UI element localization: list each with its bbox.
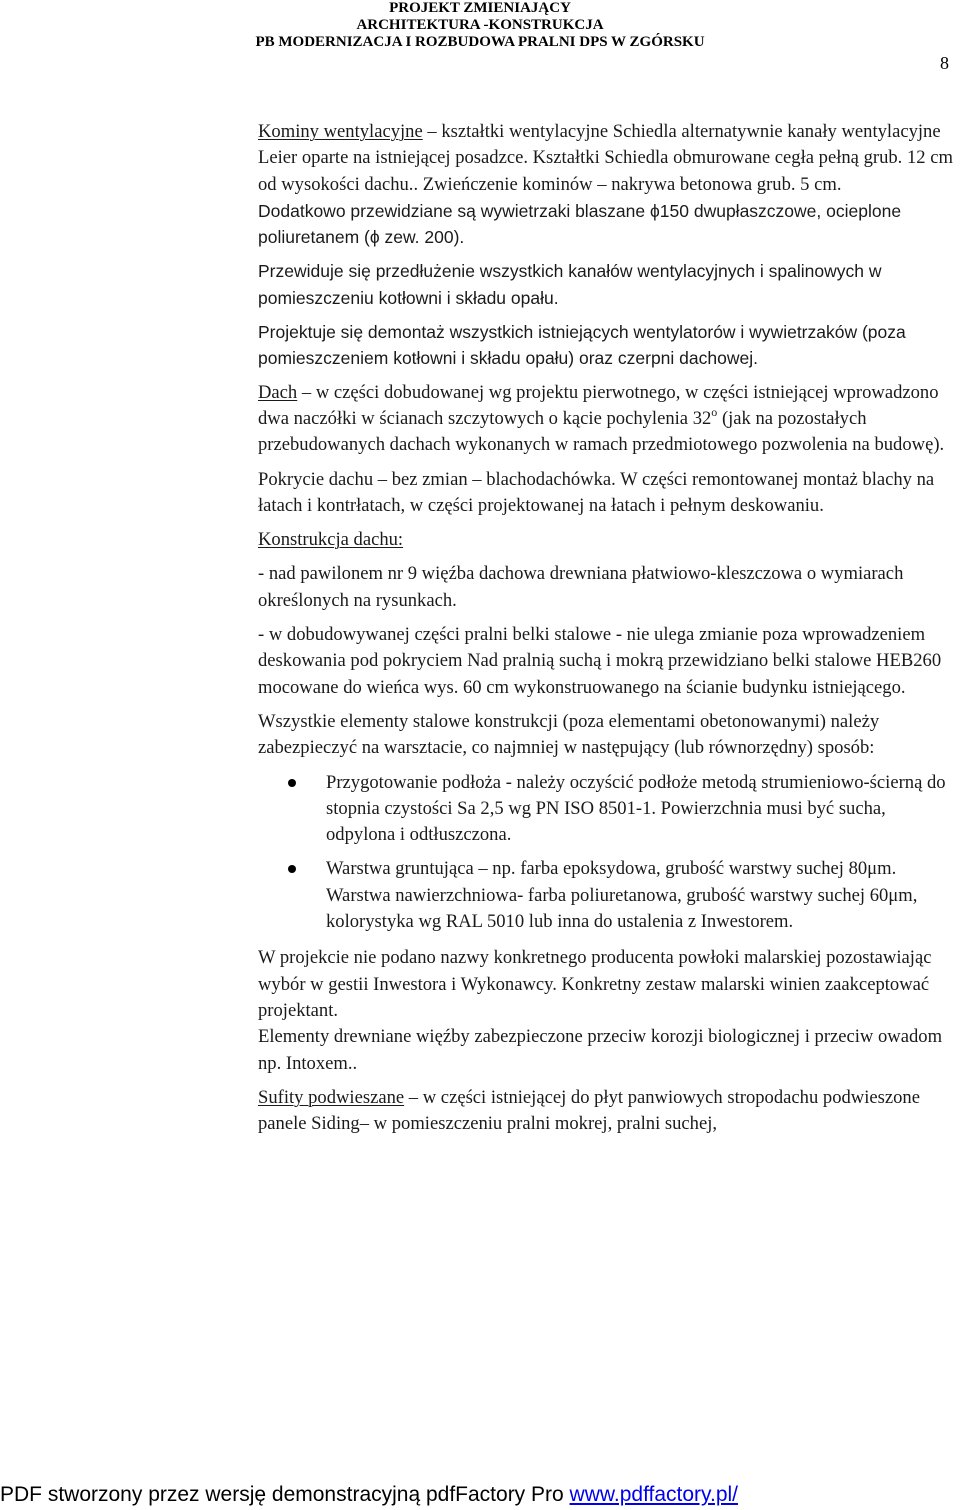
sufity-text: – w części istniejącej do płyt panwiowych stropodachu podwieszone panele Siding– w pomieszczeniu pralni mokrej, pralni suchej, — [258, 1086, 920, 1135]
paragraph-dodatkowo: Dodatkowo przewidziane są wywietrzaki blaszane ϕ150 dwupłaszczowe, ocieplone poliuretanem (ϕ zew. 200). — [258, 200, 902, 248]
paragraph-dach — [258, 380, 958, 459]
protection-list — [258, 770, 958, 936]
term-kominy: Kominy wentylacyjne — [258, 121, 423, 142]
paragraph-dobudowywanej: - w dobudowywanej części pralni belki stalowe - nie ulega zmianie poza wprowadzeniem deskowania pod pokryciem Nad pralnią suchą i mokrą przewidziano belki stalowe HEB260 mocowane do wieńca wys. 60 cm wykonstruowanego na ścianie budynku istniejącego. — [258, 624, 942, 698]
kominy-text: – kształtki wentylacyjne Schiedla alternatywnie kanały wentylacyjne Leier oparte na istniejącej posadzce. Kształtki Schiedla obmurowane cegła pełną grub. 12 cm od wysokości dachu.. Zwieńczenie kominów – nakrywa betonowa grub. 5 cm. — [258, 121, 953, 195]
degree-superscript: o — [711, 404, 718, 419]
page-number: 8 — [940, 53, 949, 73]
paragraph-wszystkie: Wszystkie elementy stalowe konstrukcji (poza elementami obetonowanymi) należy zabezpieczyć na warsztacie, co najmniej w następujący (lub równorzędny) sposób: — [258, 710, 880, 759]
pdffactory-link[interactable]: www.pdffactory.pl/ — [569, 1483, 739, 1506]
dach-text-2: (jak na pozostałych przebudowanych dachach wykonanych w ramach przedmiotowego pozwolenia na budowę). — [258, 407, 945, 456]
list-item-text: Przygotowanie podłoża - należy oczyścić podłoże metodą strumieniowo-ścierną do stopnia czystości Sa 2,5 wg PN ISO 8501-1. Powierzchnia musi być sucha, odpylona i odtłuszczona. — [326, 771, 946, 846]
paragraph-nad-pawilonem: - nad pawilonem nr 9 więźba dachowa drewniana płatwiowo-kleszczowa o wymiarach określonych na rysunkach. — [258, 563, 904, 611]
paragraph-kominy — [258, 119, 958, 198]
header-line-3: PB MODERNIZACJA I ROZBUDOWA PRALNI DPS W ZGÓRSKU — [255, 34, 705, 50]
document-header — [0, 0, 960, 51]
header-line-1: PROJEKT ZMIENIAJĄCY — [389, 0, 571, 16]
paragraph-elementy: Elementy drewniane więźby zabezpieczone przeciw korozji biologicznej i przeciw owadom np. Intoxem.. — [258, 1026, 943, 1074]
footer-text: PDF stworzony przez wersję demonstracyjną pdfFactory Pro — [0, 1483, 570, 1506]
list-item — [258, 770, 958, 849]
paragraph-pokrycie: Pokrycie dachu – bez zmian – blachodachówka. W części remontowanej montaż blachy na łatach i kontrłatach, w części projektowanej na łatach i pełnym deskowaniu. — [258, 468, 935, 516]
konstrukcja-heading-text: Konstrukcja dachu: — [258, 529, 404, 551]
list-item-text: Warstwa gruntująca – np. farba epoksydowa, grubość warstwy suchej 80μm. Warstwa nawierzchniowa- farba poliuretanowa, grubość warstwy suchej 60μm, kolorystyka wg RAL 5010 lub inna do ustalenia z Inwestorem. — [326, 858, 918, 933]
term-sufity: Sufity podwieszane — [258, 1086, 405, 1108]
paragraph-projektuje: Projektuje się demontaż wszystkich istniejących wentylatorów i wywietrzaków (poza pomieszczeniem kotłowni i składu opału) oraz czerpni dachowej. — [258, 322, 906, 369]
dach-text: – w części dobudowanej wg projektu pierwotnego, w części istniejącej wprowadzono dwa naczółki w ścianach szczytowych o kącie pochylenia 32 — [258, 381, 939, 429]
header-line-2: ARCHITEKTURA -KONSTRUKCJA — [356, 17, 604, 33]
document-body — [258, 119, 958, 1145]
bullet-icon — [288, 779, 296, 787]
paragraph-w-projekcie: W projekcie nie podano nazwy konkretnego producenta powłoki malarskiej pozostawiając wybór w gestii Inwestora i Wykonawcy. Konkretny zestaw malarski winien zaakceptować projektant. — [258, 947, 932, 1021]
term-dach: Dach — [258, 381, 298, 403]
heading-konstrukcja — [258, 527, 958, 553]
bullet-icon — [288, 865, 296, 873]
paragraph-przewiduje: Przewiduje się przedłużenie wszystkich kanałów wentylacyjnych i spalinowych w pomieszczeniu kotłowni i składu opału. — [258, 261, 882, 308]
paragraph-sufity — [258, 1085, 958, 1138]
pdf-watermark-footer — [0, 1480, 960, 1510]
list-item — [258, 856, 958, 935]
